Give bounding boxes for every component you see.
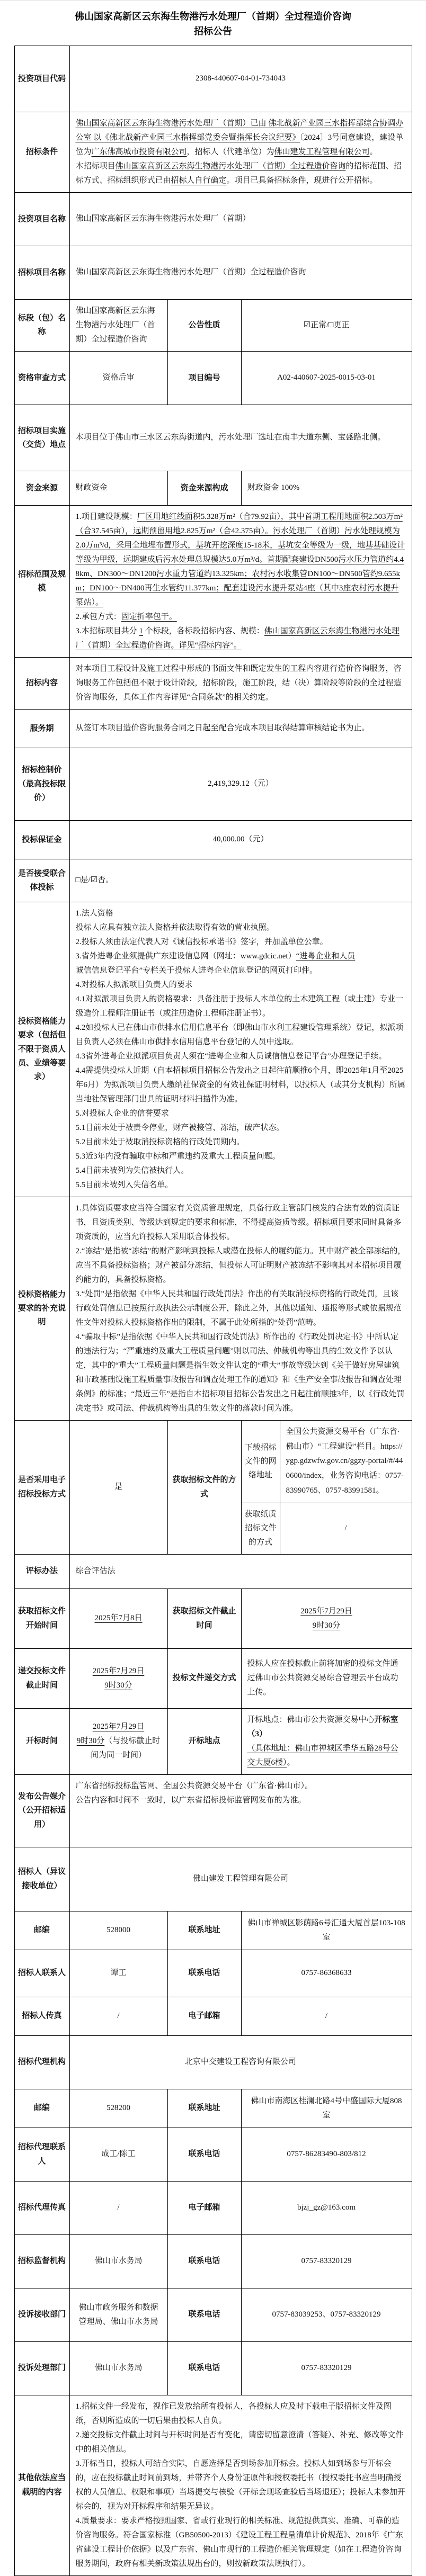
qualification-notes-value: 1.具体资质要求应当符合国家有关资质管理规定，具备行政主管部门核发的合法有效的资质证书，且资质类别、等级达到规定的要求和标准，不得提高资质等级。招标项目要求同时具备多项资质的，应当允许投标人采用联合体投标。 2.“冻结”是指被“冻结”的财产影响到投标人或潜在投标人的履约能力。其中财产被全部冻结的，应当不具备投标资格；财产被部分冻结，但投标人可证明财产被冻结不影响其对本招标项目履约能力的，具备投标资格。 3.“处罚”是指依据《中华人民共和国行政处罚法》作出的有关取消投标资格的行政处罚，且该行政处罚信息已按照行政执法公示制度公开，除此之外，其他以通知、通报等形式或依据规范性文件对投标人投标资格作出的限制，不属于此处所指的“处罚”范畴。 4.“骗取中标”是指依据《中华人民共和国行政处罚法》所作出的《行政处罚决定书》中所认定的违法行为；“严重违约及重大工程质量问题”则以司法、仲裁机构等出具的生效文件予以认定，其中的“重大”工程质量问题是指生效文件认定的“重大”事故等级达到《关于做好房屋建筑和市政基础设施工程质量事故报告和调查处理工作的通知》和《生产安全事故报告和调查处理条例》的标准；“最近三年”是指自本招标项目招标公告发出之日起往前顺推3年，以《行政处罚决定书》或司法、仲裁机构等出具的生效文件的落款时间为准。 bbox=[69, 1197, 412, 1420]
project-number-label: 项目编号 bbox=[167, 351, 241, 405]
other-content-label: 其他依法应当载明的内容 bbox=[14, 2395, 69, 2575]
row-tender-name bbox=[14, 246, 412, 299]
supervision-phone-label: 联系电话 bbox=[167, 2234, 241, 2288]
tender-announcement-page bbox=[0, 10, 426, 2576]
obtain-start-label: 获取招标文件开始时间 bbox=[14, 1588, 69, 1648]
row-investment-name bbox=[14, 192, 412, 246]
agency-phone-value: 0757-86283490-803/812 bbox=[241, 2128, 412, 2181]
complaint-handle-value: 佛山市水务局 bbox=[69, 2341, 167, 2395]
agency-email-label: 电子邮箱 bbox=[167, 2181, 241, 2234]
row-funding bbox=[14, 471, 412, 505]
paper-documents-label: 获取纸质招标文件的方式 bbox=[242, 1503, 280, 1554]
location-label: 招标项目实施（交货）地点 bbox=[14, 405, 69, 471]
submission-method-label: 投标文件递交方式 bbox=[167, 1648, 241, 1708]
other-content-value: 1.招标文件一经发布，视作已发放给所有投标人，各投标人应及时下载电子版招标文件及图纸，否则所造成的一切后果由投标人自负。 2.递交投标文件截止时间与开标时间是否有变化，请密切留意澄清（答疑）、补充、修改等文件中的相关信息。 3.开标当日，投标人可结合实际，自愿选择是否到场参加开标会。投标人如到场参与开标会的，应在投标截止时间前到场，并带齐个人身份证原件和授权委托书（授权委托书应当明确授权的人员信息、权限和事项）当场提交与核验（开标会现场查验后当场退还）；投标人未参加开标会的，视为对开标程序和结果无异议。 4.质量要求：要求严格按照国家、省或行业现行的相关标准、规范提供真实、准确、可靠的造价咨询服务。符合国家标准（GB50500-2013）《建设工程工程量清单计价规范》、2018年《广东省建设工程计价依据》以及广东省、佛山市现行的工程造价相关管理规定（如在工程造价咨询服务期间，政府有相关新政策法规出台的，则按新政策法规执行）。 bbox=[69, 2395, 412, 2575]
row-bidder-fax bbox=[14, 1997, 412, 2035]
qualification-label: 投标资格能力要求（包括但不限于资质人员、业绩等要求） bbox=[14, 902, 69, 1197]
document-title-line2: 招标公告 bbox=[194, 25, 232, 37]
funding-composition-label: 资金来源构成 bbox=[167, 471, 241, 505]
agency-address-label: 联系地址 bbox=[167, 2089, 241, 2128]
tender-announcement-table bbox=[14, 46, 412, 2576]
supervision-value: 佛山市水务局 bbox=[69, 2234, 167, 2288]
agency-contact-label: 招标代理联系人 bbox=[14, 2128, 69, 2181]
funding-value: 财政资金 bbox=[69, 471, 167, 505]
notice-nature-label: 公告性质 bbox=[167, 299, 241, 351]
row-content bbox=[14, 657, 412, 709]
section-package-label: 标段（包）名称 bbox=[14, 299, 69, 351]
complaint-handle-phone-value: 0757-83320129 bbox=[241, 2341, 412, 2395]
obtain-start-value: 2025年7月8日 bbox=[69, 1588, 167, 1648]
evaluation-method-value: 综合评估法 bbox=[69, 1554, 412, 1588]
agency-phone-label: 联系电话 bbox=[167, 2128, 241, 2181]
submission-method-value: 投标人应在投标截止前将加密的投标文件通过佛山市公共资源交易综合管理云平台成功上传。 bbox=[241, 1648, 412, 1708]
row-evaluation-method bbox=[14, 1554, 412, 1588]
row-complaint-receive bbox=[14, 2288, 412, 2341]
row-other-content bbox=[14, 2395, 412, 2575]
row-agency bbox=[14, 2035, 412, 2089]
project-number-value: A02-440607-2025-0015-03-01 bbox=[241, 351, 412, 405]
agency-value: 北京中交建设工程咨询有限公司 bbox=[69, 2035, 412, 2089]
row-complaint-handle bbox=[14, 2341, 412, 2395]
bidder-fax-label: 招标人传真 bbox=[14, 1997, 69, 2035]
agency-address-value: 佛山市南海区桂澜北路4号中盛国际大厦808室 bbox=[241, 2089, 412, 2128]
row-project-code bbox=[14, 46, 412, 112]
agency-fax-value: / bbox=[69, 2181, 167, 2234]
row-control-price bbox=[14, 748, 412, 820]
row-agency-contact bbox=[14, 2128, 412, 2181]
complaint-receive-value: 佛山市政务服务和数据管理局、佛山市水务局 bbox=[69, 2288, 167, 2341]
bidder-address-value: 佛山市禅城区影荫路6号汇通大厦首层103-108室 bbox=[241, 1911, 412, 1950]
row-document-obtain-time bbox=[14, 1588, 412, 1648]
paper-documents-value: / bbox=[344, 1523, 347, 1532]
paper-documents-row bbox=[242, 1503, 412, 1554]
row-announcement-media bbox=[14, 1774, 412, 1847]
tender-name-label: 招标项目名称 bbox=[14, 246, 69, 299]
bidder-email-value: / bbox=[241, 1997, 412, 2035]
row-bidder-postal bbox=[14, 1911, 412, 1950]
row-section-package bbox=[14, 299, 412, 351]
supervision-phone-value: 0757-83320129 bbox=[241, 2234, 412, 2288]
opening-place-label: 开标地点 bbox=[167, 1708, 241, 1774]
bid-conditions-label: 招标条件 bbox=[14, 112, 69, 192]
complaint-receive-phone-label: 联系电话 bbox=[167, 2288, 241, 2341]
obtain-end-value: 2025年7月29日 9时30分 bbox=[241, 1588, 412, 1648]
row-location bbox=[14, 405, 412, 471]
bidder-label: 招标人（异议接收单位） bbox=[14, 1847, 69, 1911]
tender-name-value: 佛山国家高新区云东海生物港污水处理厂（首期）全过程造价咨询 bbox=[69, 246, 412, 299]
submission-deadline-label: 递交投标文件截止时间 bbox=[14, 1648, 69, 1708]
investment-name-label: 投资项目名称 bbox=[14, 192, 69, 246]
obtain-end-label: 获取招标文件截止时间 bbox=[167, 1588, 241, 1648]
row-bid-deposit bbox=[14, 820, 412, 859]
bidder-phone-label: 联系电话 bbox=[167, 1950, 241, 1997]
download-address-value: 全国公共资源交易平台（广东省·佛山市）“工程建设”栏目。https://ygp.gdzwfw.gov.cn/ggzy-portal/#/440600/index，业务咨询电话：0757-83990765、0757-83991581。 bbox=[286, 1427, 404, 1495]
row-qualification bbox=[14, 902, 412, 1197]
qualification-notes-label: 投标资格能力要求的补充说明 bbox=[14, 1197, 69, 1420]
agency-postal-label: 邮编 bbox=[14, 2089, 69, 2128]
obtain-documents-label: 获取招标文件的方式 bbox=[167, 1420, 241, 1554]
row-electronic-bidding bbox=[14, 1420, 412, 1554]
bid-conditions-value: 佛山国家高新区云东海生物港污水处理厂（首期）已由 佛北战新产业园三水指挥部综合协调办公室 以《佛北战新产业园三水指挥部党委会暨指挥长会议纪要》〔2024〕3号同意建设，建设单位为广东佛高城市投资有限公司，招标人（代建单位）为佛山建发工程管理有限公司。 本招标项目佛山国家高新区云东海生物港污水处理厂（首期）全过程造价咨询的招标范围、招标方式、招标组织形式已由招标人自行确定。项目已具备招标条件，现进行公开招标。 bbox=[69, 112, 412, 192]
control-price-label: 招标控制价（最高投标限价） bbox=[14, 748, 69, 820]
complaint-receive-label: 投诉接收部门 bbox=[14, 2288, 69, 2341]
consortium-label: 是否接受联合体投标 bbox=[14, 859, 69, 902]
section-package-value: 佛山国家高新区云东海生物港污水处理厂（首期）全过程造价咨询 bbox=[69, 299, 167, 351]
row-bidder-contact bbox=[14, 1950, 412, 1997]
download-address-label: 下载招标文件的网络地址 bbox=[242, 1421, 280, 1503]
scope-value: 1.项目建设规模：厂区用地红线面积5.328万m²（合79.92亩），其中首期工程用地面积2.503万m²（合37.545亩），远期预留用地2.825万m²（合42.375亩）。污水处理厂（首期）污水处理规模为2.0万m³/d，采用全地埋布置形式，基坑开挖深度15-18米，基坑安全等级为一级，地基基础设计等级为甲级，远期建成后污水处理总规模达5.0万m³/d。首期配套建设DN500污水压力管道约4.48km、DN300～DN1200污水重力管道约13.325km；农村污水收集管DN100～DN500管约9.655km；DN100～DN400再生水管约11.377km；配套建设污水提升泵站4座（其中3座农村污水提升泵站）。 2.承包方式：固定折率包干。 3.本招标项目共分 1 个标段，各标段招标内容、规模：佛山国家高新区云东海生物港污水处理厂（首期）全过程造价咨询。详见“招标内容”。 bbox=[69, 505, 412, 657]
row-consortium bbox=[14, 859, 412, 902]
investment-name-value: 佛山国家高新区云东海生物港污水处理厂（首期） bbox=[69, 192, 412, 246]
complaint-receive-phone-value: 0757-83039253、0757-83320129 bbox=[241, 2288, 412, 2341]
bid-deposit-value: 40,000.00（元） bbox=[69, 820, 412, 859]
announcement-media-label: 发布公告媒介（公开招标适用） bbox=[14, 1774, 69, 1847]
project-code-value: 2308-440607-04-01-734043 bbox=[69, 46, 412, 112]
bidder-postal-label: 邮编 bbox=[14, 1911, 69, 1950]
bidder-phone-value: 0757-86368633 bbox=[241, 1950, 412, 1997]
agency-contact-value: 成工/陈工 bbox=[69, 2128, 167, 2181]
page-top-divider bbox=[0, 0, 426, 1]
content-value: 对本项目工程设计及施工过程中形成的书面文件和既定发生的工程内容进行造价咨询服务，咨询服务工作包括但不限于设计阶段，招标阶段，施工阶段，结（决）算阶段等阶段的全过程造价咨询服务，具体工作内容详见“合同条款”的相关约定。 bbox=[69, 657, 412, 709]
bidder-fax-value: / bbox=[69, 1997, 167, 2035]
agency-postal-value: 528200 bbox=[69, 2089, 167, 2128]
opening-time-label: 开标时间 bbox=[14, 1708, 69, 1774]
supervision-label: 招标监督机构 bbox=[14, 2234, 69, 2288]
row-submission bbox=[14, 1648, 412, 1708]
row-supervision bbox=[14, 2234, 412, 2288]
funding-composition-value: 财政资金 100% bbox=[241, 471, 412, 505]
evaluation-method-label: 评标办法 bbox=[14, 1554, 69, 1588]
complaint-handle-phone-label: 联系电话 bbox=[167, 2341, 241, 2395]
opening-place-value: 开标地点：佛山市公共资源交易中心开标室（3） （具体地址：佛山市禅城区季华五路28号公交大厦6楼）。 bbox=[241, 1708, 412, 1774]
row-qualification-review bbox=[14, 351, 412, 405]
bidder-email-label: 电子邮箱 bbox=[167, 1997, 241, 2035]
row-scope bbox=[14, 505, 412, 657]
agency-email-value: bjzj_gz@163.com bbox=[241, 2181, 412, 2234]
row-agency-fax bbox=[14, 2181, 412, 2234]
bidder-contact-value: 谭工 bbox=[69, 1950, 167, 1997]
bidder-address-label: 联系地址 bbox=[167, 1911, 241, 1950]
document-title-line1: 佛山国家高新区云东海生物港污水处理厂（首期）全过程造价咨询 bbox=[75, 11, 351, 22]
content-label: 招标内容 bbox=[14, 657, 69, 709]
qualification-review-label: 资格审查方式 bbox=[14, 351, 69, 405]
download-address-row bbox=[242, 1421, 412, 1503]
row-bid-conditions bbox=[14, 112, 412, 192]
project-code-label: 投资项目代码 bbox=[14, 46, 69, 112]
funding-label: 资金来源 bbox=[14, 471, 69, 505]
agency-label: 招标代理机构 bbox=[14, 2035, 69, 2089]
electronic-bidding-value: 是 bbox=[69, 1420, 167, 1554]
complaint-handle-label: 投诉处理部门 bbox=[14, 2341, 69, 2395]
row-service-period bbox=[14, 709, 412, 748]
submission-deadline-value: 2025年7月29日 9时30分 bbox=[69, 1648, 167, 1708]
opening-time-value: 2025年7月29日 9时30分（与投标截止时间为同一时间） bbox=[69, 1708, 167, 1774]
qualification-value: 1.法人资格 投标人应具有独立法人资格并依法取得有效的营业执照。 2.投标人须由法定代表人对《诚信投标承诺书》签字，并加盖单位公章。 3.省外进粤企业须提供广东建设信息网（网址：www.gdcic.net）“进粤企业和人员 诚信信息登记平台”专栏关于投标人进粤企业信息登记的网页打印件。 4.对投标人拟派项目负责人的要求 4.1对拟派项目负责人的资格要求：具备注册于投标人本单位的土木建筑工程（或土建）专业一级造价工程师注册证书（或注册造价工程师注册证书）。 4.2如投标人已在佛山市供排水信用信息平台（即佛山市水利工程建设管理系统）登记，拟派项目负责人必须在佛山市供排水信用信息平台登记的人员中选取。 4.3省外进粤企业拟派项目负责人须在“进粤企业和人员诚信信息登记平台”办理登记手续。 4.4需提供投标人近期（自本招标项目招标公告发出之日起往前顺推6个月，即2025年1月至2025年6月）为拟派项目负责人缴纳社保资金的有效社保证明材料，以投标人（或其分支机构）所属当地社保管理部门出具的证明材料扫描件为准。 5.对投标人企业的信誉要求 5.1目前未处于被责令停业，财产被接管、冻结，破产状态。 5.2目前未处于被取消投标资格的行政处罚期内。 5.3近3年内没有骗取中标和严重违约及重大工程质量问题。 5.4目前未被列为失信被执行人。 5.5目前未被列入失信名单。 bbox=[69, 902, 412, 1197]
obtain-documents-cell bbox=[241, 1420, 412, 1554]
bidder-value: 佛山建发工程管理有限公司 bbox=[69, 1847, 412, 1911]
control-price-value: 2,419,329.12（元） bbox=[69, 748, 412, 820]
agency-fax-label: 招标代理传真 bbox=[14, 2181, 69, 2234]
electronic-bidding-label: 是否采用电子招标投标方式 bbox=[14, 1420, 69, 1554]
service-period-label: 服务期 bbox=[14, 709, 69, 748]
scope-label: 招标范围及规模 bbox=[14, 505, 69, 657]
bid-deposit-label: 投标保证金 bbox=[14, 820, 69, 859]
qualification-review-value: 资格后审 bbox=[69, 351, 167, 405]
row-agency-postal bbox=[14, 2089, 412, 2128]
bidder-contact-label: 招标人联系人 bbox=[14, 1950, 69, 1997]
location-value: 本项目位于佛山市三水区云东海街道内，污水处理厂选址在南丰大道东侧、宝盛路北侧。 bbox=[69, 405, 412, 471]
document-title bbox=[0, 10, 426, 39]
bidder-postal-value: 528000 bbox=[69, 1911, 167, 1950]
notice-nature-value: ☑正常/□更正 bbox=[241, 299, 412, 351]
service-period-value: 从签订本项目造价咨询服务合同之日起至配合完成本项目取得结算审核结论书为止。 bbox=[69, 709, 412, 748]
row-qualification-notes bbox=[14, 1197, 412, 1420]
consortium-value: □是/☑否。 bbox=[69, 859, 412, 902]
announcement-media-value: 广东省招标投标监管网、全国公共资源交易平台（广东省·佛山市）。 公告内容和时间不一致时，以广东省招标投标监管网发布的为准。 bbox=[69, 1774, 412, 1847]
row-bidder bbox=[14, 1847, 412, 1911]
row-bid-opening bbox=[14, 1708, 412, 1774]
